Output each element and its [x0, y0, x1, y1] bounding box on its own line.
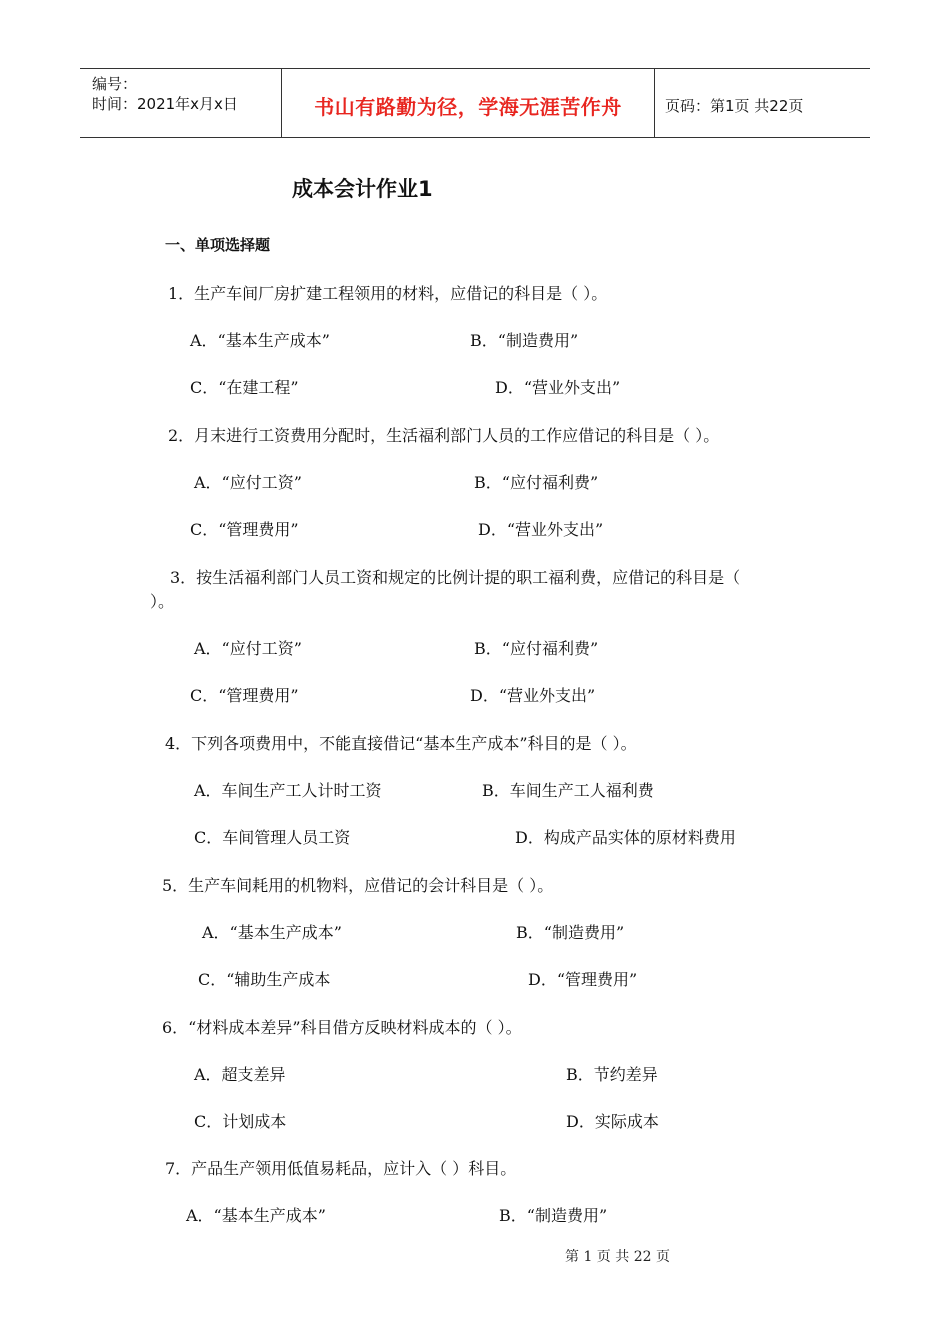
- header-info-cell: [80, 69, 280, 137]
- question-4-option-c: C．车间管理人员工资: [194, 828, 351, 847]
- question-3-option-c: C．“管理费用”: [190, 686, 299, 705]
- question-2-option-c: C．“管理费用”: [190, 520, 299, 539]
- question-5-option-b: B．“制造费用”: [516, 923, 625, 942]
- page-title: 成本会计作业1: [292, 177, 433, 201]
- header-time-label: 时间：2021年x月x日: [92, 95, 238, 113]
- question-2-option-a: A．“应付工资”: [194, 473, 302, 492]
- question-2-stem: 2．月末进行工资费用分配时，生活福利部门人员的工作应借记的科目是（ ）。: [168, 426, 720, 445]
- question-6-option-a: A．超支差异: [194, 1065, 286, 1084]
- header-number-label: 编号：: [92, 75, 138, 93]
- question-1-stem: 1．生产车间厂房扩建工程领用的材料，应借记的科目是（ ）。: [168, 284, 608, 303]
- header-page-cell: [655, 69, 870, 137]
- question-5-option-c: C．“辅助生产成本: [198, 970, 331, 989]
- question-6-option-b: B．节约差异: [566, 1065, 658, 1084]
- page-footer: 第 1 页 共 22 页: [565, 1249, 670, 1265]
- question-4-stem: 4．下列各项费用中，不能直接借记“基本生产成本”科目的是（ ）。: [165, 734, 637, 753]
- question-2-option-d: D．“营业外支出”: [478, 520, 604, 539]
- question-7-option-b: B．“制造费用”: [499, 1206, 608, 1225]
- question-1-option-b: B．“制造费用”: [470, 331, 579, 350]
- header-page-label: 页码：第1页 共22页: [665, 97, 804, 115]
- question-2-option-b: B．“应付福利费”: [474, 473, 599, 492]
- question-3-stem: 3．按生活福利部门人员工资和规定的比例计提的职工福利费，应借记的科目是（: [170, 568, 741, 587]
- question-4-option-b: B．车间生产工人福利费: [482, 781, 654, 800]
- question-1-option-a: A．“基本生产成本”: [190, 331, 330, 350]
- section-heading: 一、单项选择题: [165, 236, 271, 254]
- question-3-option-a: A．“应付工资”: [194, 639, 302, 658]
- question-6-option-c: C．计划成本: [194, 1112, 287, 1131]
- question-1-option-d: D．“营业外支出”: [495, 378, 621, 397]
- document-header: [80, 68, 870, 138]
- question-3-stem-continued: ）。: [150, 592, 175, 611]
- question-1-option-c: C．“在建工程”: [190, 378, 299, 397]
- question-5-option-d: D．“管理费用”: [528, 970, 638, 989]
- question-7-stem: 7．产品生产领用低值易耗品，应计入（ ）科目。: [165, 1159, 517, 1178]
- question-5-stem: 5．生产车间耗用的机物料，应借记的会计科目是（ ）。: [162, 876, 554, 895]
- question-4-option-d: D．构成产品实体的原材料费用: [515, 828, 736, 847]
- question-6-option-d: D．实际成本: [566, 1112, 659, 1131]
- header-motto: 书山有路勤为径，学海无涯苦作舟: [314, 95, 622, 119]
- question-7-option-a: A．“基本生产成本”: [186, 1206, 326, 1225]
- question-5-option-a: A．“基本生产成本”: [202, 923, 342, 942]
- question-3-option-b: B．“应付福利费”: [474, 639, 599, 658]
- question-4-option-a: A．车间生产工人计时工资: [194, 781, 382, 800]
- header-motto-cell: [281, 69, 655, 137]
- question-3-option-d: D．“营业外支出”: [470, 686, 596, 705]
- question-6-stem: 6．“材料成本差异”科目借方反映材料成本的（ ）。: [162, 1018, 522, 1037]
